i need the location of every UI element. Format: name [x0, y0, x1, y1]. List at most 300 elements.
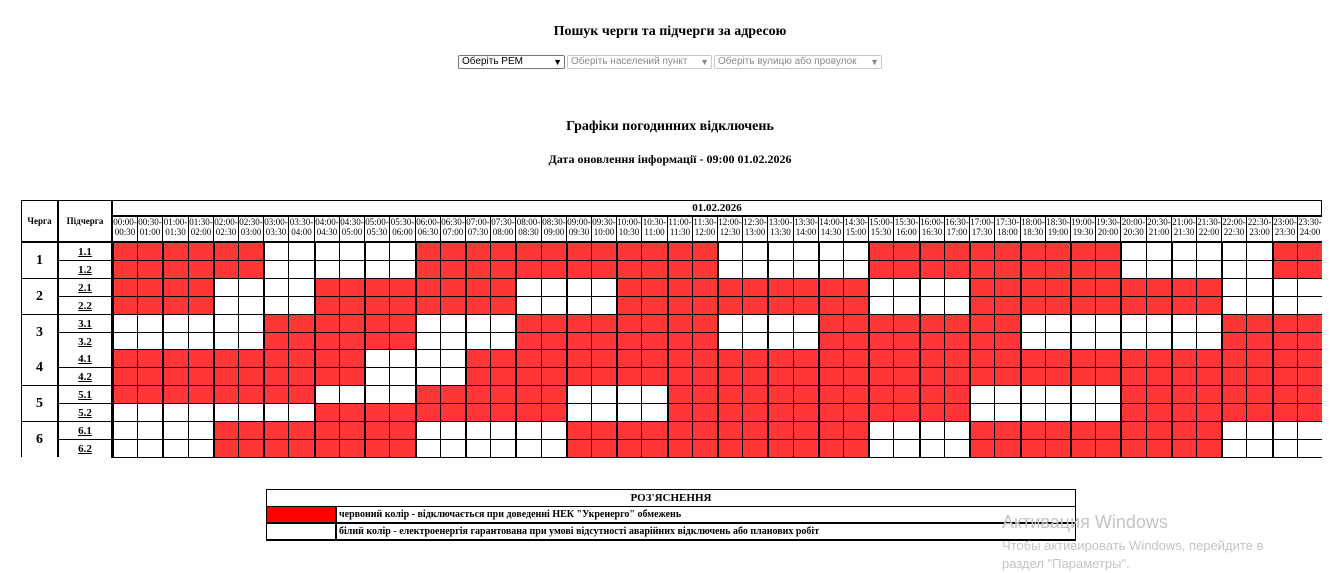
power-slot	[138, 440, 162, 457]
outage-slot	[1247, 315, 1272, 332]
time-slot-header	[920, 217, 944, 241]
outage-slot	[1274, 368, 1297, 385]
power-slot	[265, 261, 288, 278]
outage-slot	[844, 368, 868, 385]
time-slot-header	[1247, 217, 1272, 241]
time-slot-header	[743, 217, 767, 241]
power-slot	[794, 333, 818, 350]
outage-slot	[693, 297, 717, 314]
time-slot-start: 12:30-	[743, 217, 767, 227]
outage-slot	[1173, 368, 1196, 385]
power-slot	[844, 261, 868, 278]
power-slot	[215, 279, 238, 296]
power-slot	[1022, 404, 1045, 421]
subqueue-label: 4.1	[59, 350, 111, 367]
outage-slot	[719, 440, 742, 457]
power-slot	[719, 243, 742, 260]
outage-slot	[995, 333, 1020, 350]
outage-slot	[390, 422, 415, 439]
outage-slot	[844, 333, 868, 350]
outage-slot	[794, 440, 818, 457]
outage-slot	[265, 350, 288, 367]
power-slot	[568, 279, 591, 296]
time-slot-end: 23:00	[1249, 227, 1270, 237]
street-select[interactable]	[714, 55, 882, 69]
outage-slot	[844, 422, 868, 439]
outage-slot	[971, 297, 994, 314]
time-slot-header	[239, 217, 263, 241]
schedule-date: 01.02.2026	[113, 201, 1321, 215]
time-slot-start: 02:00-	[214, 217, 238, 227]
outage-slot	[441, 386, 465, 403]
outage-slot	[1022, 368, 1045, 385]
outage-slot	[945, 350, 969, 367]
outage-slot	[618, 261, 641, 278]
queue-label: 3	[22, 315, 57, 350]
power-slot	[894, 422, 919, 439]
power-slot	[542, 279, 566, 296]
power-slot	[794, 243, 818, 260]
power-slot	[568, 404, 591, 421]
outage-slot	[340, 440, 364, 457]
outage-slot	[1046, 279, 1070, 296]
outage-slot	[340, 279, 364, 296]
power-slot	[316, 386, 339, 403]
outage-slot	[164, 261, 188, 278]
power-slot	[517, 422, 541, 439]
power-slot	[870, 440, 893, 457]
power-slot	[719, 333, 742, 350]
time-slot-end: 10:30	[618, 227, 640, 237]
power-slot	[592, 404, 616, 421]
power-slot	[467, 333, 490, 350]
outage-slot	[1072, 350, 1095, 367]
outage-slot	[441, 261, 465, 278]
outage-slot	[239, 386, 263, 403]
outage-slot	[417, 297, 440, 314]
outage-slot	[491, 243, 515, 260]
outage-slot	[669, 243, 692, 260]
power-slot	[894, 279, 919, 296]
watermark-text-2: раздел "Параметры".	[1002, 556, 1130, 571]
outage-slot	[945, 315, 969, 332]
outage-slot	[870, 386, 893, 403]
outage-slot	[215, 386, 238, 403]
outage-slot	[366, 404, 389, 421]
time-slot-start: 00:30-	[138, 217, 162, 227]
power-slot	[995, 404, 1020, 421]
outage-slot	[1173, 386, 1196, 403]
outage-slot	[1274, 404, 1297, 421]
outage-slot	[669, 261, 692, 278]
outage-slot	[719, 404, 742, 421]
time-slot-header	[1222, 217, 1246, 241]
outage-slot	[1197, 422, 1221, 439]
outage-slot	[820, 422, 843, 439]
time-slot-start: 05:00-	[365, 217, 389, 227]
outage-slot	[491, 261, 515, 278]
power-slot	[441, 368, 465, 385]
time-slot-end: 19:00	[1047, 227, 1069, 237]
outage-slot	[642, 243, 667, 260]
outage-slot	[467, 261, 490, 278]
outage-slot	[1274, 261, 1297, 278]
outage-slot	[1223, 350, 1246, 367]
time-slot-start: 07:30-	[491, 217, 515, 227]
power-slot	[114, 422, 137, 439]
rem-select[interactable]	[458, 55, 565, 69]
outage-slot	[618, 333, 641, 350]
outage-slot	[618, 279, 641, 296]
outage-slot	[138, 261, 162, 278]
outage-slot	[1122, 350, 1146, 367]
time-slot-start: 09:00-	[567, 217, 591, 227]
outage-slot	[1173, 422, 1196, 439]
time-slot-start: 13:00-	[768, 217, 793, 227]
power-slot	[164, 333, 188, 350]
time-slot-header	[693, 217, 717, 241]
time-slot-header	[1197, 217, 1221, 241]
time-slot-header	[995, 217, 1020, 241]
outage-slot	[189, 243, 213, 260]
time-slot-start: 05:30-	[390, 217, 415, 227]
outage-slot	[1298, 333, 1322, 350]
power-slot	[1247, 243, 1272, 260]
power-slot	[1147, 261, 1171, 278]
power-slot	[491, 315, 515, 332]
outage-slot	[743, 279, 767, 296]
power-slot	[441, 350, 465, 367]
time-slot-header	[567, 217, 591, 241]
power-slot	[870, 422, 893, 439]
outage-slot	[390, 333, 415, 350]
outage-slot	[138, 243, 162, 260]
outage-slot	[693, 333, 717, 350]
power-slot	[215, 404, 238, 421]
power-slot	[1072, 386, 1095, 403]
power-slot	[1147, 243, 1171, 260]
time-slot-start: 06:00-	[416, 217, 440, 227]
power-slot	[289, 297, 314, 314]
outage-slot	[1247, 368, 1272, 385]
outage-slot	[1096, 243, 1120, 260]
outage-slot	[138, 386, 162, 403]
locality-select[interactable]	[567, 55, 712, 69]
power-slot	[794, 315, 818, 332]
outage-slot	[769, 279, 793, 296]
power-slot	[417, 440, 440, 457]
outage-slot	[995, 368, 1020, 385]
outage-slot	[894, 404, 919, 421]
power-slot	[1197, 315, 1221, 332]
time-slot-header	[970, 217, 994, 241]
power-slot	[517, 440, 541, 457]
outage-slot	[995, 315, 1020, 332]
outage-slot	[945, 243, 969, 260]
outage-slot	[1274, 243, 1297, 260]
outage-slot	[769, 440, 793, 457]
power-slot	[239, 333, 263, 350]
outage-slot	[894, 261, 919, 278]
outage-slot	[1046, 350, 1070, 367]
outage-slot	[820, 368, 843, 385]
time-slot-header	[516, 217, 541, 241]
time-slot-start: 10:30-	[642, 217, 667, 227]
power-slot	[844, 243, 868, 260]
outage-slot	[894, 315, 919, 332]
outage-slot	[945, 386, 969, 403]
time-slot-end: 07:00	[442, 227, 464, 237]
outage-slot	[1173, 350, 1196, 367]
outage-slot	[921, 333, 944, 350]
time-slot-end: 16:00	[896, 227, 917, 237]
power-slot	[769, 243, 793, 260]
power-slot	[1247, 422, 1272, 439]
outage-slot	[340, 315, 364, 332]
outage-slot	[1147, 368, 1171, 385]
power-slot	[1247, 440, 1272, 457]
queue-label: 5	[22, 386, 57, 421]
subqueue-label: 5.1	[59, 386, 111, 403]
time-slot-header	[668, 217, 692, 241]
power-slot	[491, 333, 515, 350]
power-slot	[1022, 333, 1045, 350]
outage-slot	[642, 440, 667, 457]
power-slot	[1022, 315, 1045, 332]
outage-slot	[390, 404, 415, 421]
outage-slot	[1223, 368, 1246, 385]
outage-slot	[239, 440, 263, 457]
outage-slot	[1247, 333, 1272, 350]
outage-slot	[1072, 422, 1095, 439]
outage-slot	[592, 261, 616, 278]
outage-slot	[642, 297, 667, 314]
outage-slot	[669, 404, 692, 421]
outage-slot	[1046, 297, 1070, 314]
outage-slot	[995, 243, 1020, 260]
outage-slot	[870, 404, 893, 421]
power-slot	[743, 315, 767, 332]
power-slot	[316, 261, 339, 278]
outage-slot	[870, 333, 893, 350]
power-slot	[467, 315, 490, 332]
outage-slot	[693, 404, 717, 421]
outage-slot	[215, 440, 238, 457]
outage-slot	[316, 350, 339, 367]
time-slot-start: 03:30-	[289, 217, 314, 227]
outage-slot	[894, 333, 919, 350]
outage-slot	[921, 350, 944, 367]
outage-slot	[1096, 279, 1120, 296]
time-slot-start: 08:00-	[516, 217, 541, 227]
time-slot-end: 15:00	[845, 227, 867, 237]
time-slot-start: 09:30-	[592, 217, 616, 227]
power-slot	[870, 297, 893, 314]
time-slot-end: 24:00	[1299, 227, 1321, 237]
power-slot	[390, 386, 415, 403]
power-slot	[870, 279, 893, 296]
power-slot	[894, 297, 919, 314]
power-slot	[366, 368, 389, 385]
outage-slot	[289, 350, 314, 367]
power-slot	[945, 279, 969, 296]
power-slot	[971, 404, 994, 421]
queue-label: 1	[22, 243, 57, 278]
power-slot	[114, 315, 137, 332]
time-slot-start: 07:00-	[466, 217, 490, 227]
outage-slot	[467, 368, 490, 385]
time-slot-end: 11:00	[644, 227, 665, 237]
outage-slot	[693, 261, 717, 278]
outage-slot	[215, 243, 238, 260]
outage-slot	[114, 279, 137, 296]
outage-slot	[316, 315, 339, 332]
outage-slot	[491, 297, 515, 314]
outage-slot	[1197, 297, 1221, 314]
outage-slot	[1223, 386, 1246, 403]
outage-slot	[517, 333, 541, 350]
outage-slot	[239, 368, 263, 385]
watermark-text: Чтобы активировать Windows, перейдите в	[1002, 538, 1264, 553]
outage-slot	[114, 350, 137, 367]
outage-slot	[1298, 404, 1322, 421]
time-slot-end: 02:00	[190, 227, 212, 237]
time-slot-end: 18:30	[1022, 227, 1044, 237]
outage-slot	[618, 350, 641, 367]
legend-table	[266, 489, 1076, 541]
time-slot-end: 09:00	[543, 227, 565, 237]
outage-slot	[971, 243, 994, 260]
time-slot-start: 21:00-	[1172, 217, 1196, 227]
outage-slot	[239, 422, 263, 439]
time-slot-header	[869, 217, 893, 241]
time-slot-start: 01:30-	[189, 217, 213, 227]
power-slot	[289, 261, 314, 278]
power-slot	[1298, 440, 1322, 457]
power-slot	[164, 315, 188, 332]
outage-slot	[542, 261, 566, 278]
outage-slot	[669, 350, 692, 367]
power-slot	[340, 386, 364, 403]
outage-slot	[971, 350, 994, 367]
outage-slot	[366, 315, 389, 332]
outage-slot	[164, 368, 188, 385]
time-slot-end: 23:30	[1274, 227, 1296, 237]
outage-slot	[769, 297, 793, 314]
outage-slot	[340, 368, 364, 385]
outage-slot	[366, 440, 389, 457]
time-slot-start: 16:00-	[920, 217, 944, 227]
outage-slot	[971, 422, 994, 439]
time-slot-start: 06:30-	[441, 217, 465, 227]
outage-slot	[239, 350, 263, 367]
outage-slot	[794, 404, 818, 421]
time-slot-end: 02:30	[215, 227, 237, 237]
outage-slot	[844, 279, 868, 296]
power-slot	[1173, 243, 1196, 260]
outage-slot	[1122, 368, 1146, 385]
outage-slot	[945, 404, 969, 421]
outage-slot	[189, 386, 213, 403]
outage-slot	[844, 404, 868, 421]
power-slot	[542, 422, 566, 439]
power-slot	[441, 422, 465, 439]
outage-slot	[517, 368, 541, 385]
legend-title: РОЗ'ЯСНЕННЯ	[267, 490, 1075, 506]
time-slot-header	[189, 217, 213, 241]
outage-slot	[618, 297, 641, 314]
outage-slot	[592, 368, 616, 385]
outage-slot	[669, 386, 692, 403]
outage-slot	[417, 386, 440, 403]
outage-slot	[1274, 386, 1297, 403]
time-slot-start: 11:30-	[693, 217, 717, 227]
subqueue-label: 3.2	[59, 333, 111, 350]
legend-white-swatch	[267, 524, 335, 539]
power-slot	[1122, 315, 1146, 332]
outage-slot	[995, 350, 1020, 367]
time-slot-end: 14:30	[820, 227, 842, 237]
queue-label: 2	[22, 279, 57, 314]
outage-slot	[642, 279, 667, 296]
power-slot	[1122, 261, 1146, 278]
outage-slot	[316, 404, 339, 421]
outage-slot	[1298, 350, 1322, 367]
outage-slot	[894, 386, 919, 403]
outage-slot	[921, 315, 944, 332]
outage-slot	[971, 279, 994, 296]
chevron-down-icon: ▼	[700, 57, 709, 67]
power-slot	[769, 333, 793, 350]
rem-select-value: Оберіть РЕМ	[462, 56, 523, 67]
power-slot	[265, 404, 288, 421]
power-slot	[1046, 333, 1070, 350]
outage-slot	[971, 315, 994, 332]
outage-slot	[794, 279, 818, 296]
outage-slot	[1122, 440, 1146, 457]
power-slot	[971, 386, 994, 403]
time-slot-start: 17:30-	[995, 217, 1020, 227]
outage-slot	[316, 368, 339, 385]
power-slot	[894, 440, 919, 457]
outage-slot	[1223, 404, 1246, 421]
outage-slot	[1223, 315, 1246, 332]
outage-slot	[743, 422, 767, 439]
outage-slot	[669, 440, 692, 457]
power-slot	[1274, 297, 1297, 314]
power-slot	[769, 315, 793, 332]
power-slot	[265, 279, 288, 296]
legend-red-text: червоний колір - відключається при доведенні НЕК "Укренерго" обмежень	[337, 507, 1075, 522]
subqueue-label: 6.2	[59, 440, 111, 457]
outage-slot	[1197, 440, 1221, 457]
outage-slot	[1022, 350, 1045, 367]
outage-slot	[618, 422, 641, 439]
outage-slot	[467, 350, 490, 367]
power-slot	[390, 350, 415, 367]
outage-slot	[138, 279, 162, 296]
power-slot	[366, 386, 389, 403]
outage-slot	[542, 243, 566, 260]
time-slot-header	[390, 217, 415, 241]
power-slot	[592, 297, 616, 314]
time-slot-header	[718, 217, 742, 241]
power-slot	[1122, 243, 1146, 260]
time-slot-end: 08:30	[518, 227, 539, 237]
time-slot-start: 18:30-	[1046, 217, 1070, 227]
power-slot	[921, 440, 944, 457]
outage-slot	[719, 368, 742, 385]
